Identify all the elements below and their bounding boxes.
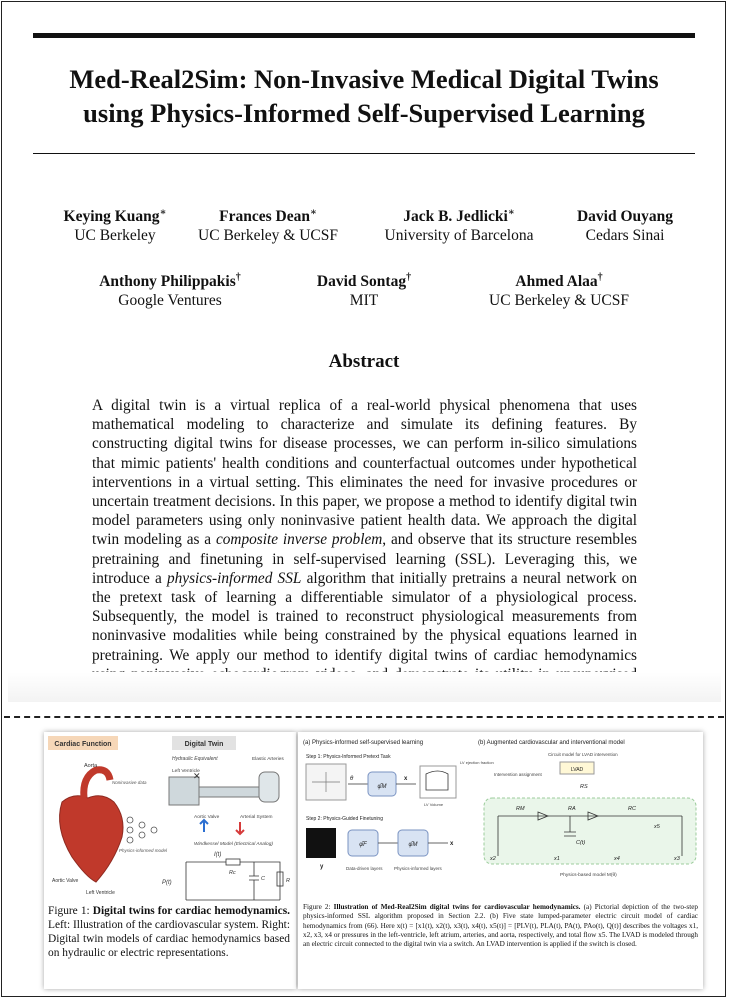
figure-1-illustration — [44, 732, 296, 902]
ejection-label: LV ejection fraction — [460, 760, 494, 765]
c-label: C — [261, 876, 265, 882]
figure-2-illustration — [298, 732, 703, 902]
abstract-heading: Abstract — [328, 351, 400, 372]
abstract-emphasis-1: composite inverse problem — [215, 531, 383, 549]
abstract-part-1: A digital twin is a virtual replica of a real-world physical phenomena that uses mathematical modeling to characterize and simulate its defining features. By constructing digital twins for disease processes, we can perform in-silico simulations that mimic patients' health conditions and counterfactual outcomes under hypothetical interventions in a virtual setting. This eliminates the need for invasive procedures or uncertain treatment decisions. In this paper, we propose a method to identify digital twin model parameters using only noninvasive patient health data. We approach the digital twin modeling as a — [92, 397, 637, 549]
windkessel-circuit — [186, 859, 283, 900]
noninvasive-label: Noninvasive data — [112, 780, 147, 785]
data-driven-label: Data-driven layers — [346, 866, 383, 871]
cardiac-function-title: Cardiac Function — [54, 741, 112, 748]
x2-label: x2 — [490, 856, 496, 862]
author-1 — [50, 203, 180, 245]
author-6 — [303, 268, 425, 310]
author-name: Frances Dean — [219, 208, 310, 226]
figure-2-caption — [303, 903, 698, 949]
panel-a-title: (a) Physics-informed self-supervised learning — [303, 740, 424, 746]
author-3 — [370, 203, 548, 245]
figure-1-caption-label: Figure 1: — [48, 905, 90, 917]
x4-label: x4 — [614, 856, 620, 862]
author-name: David Ouyang — [576, 208, 674, 226]
figure-1-caption-title: Digital twins for cardiac hemodynamics. — [92, 905, 290, 917]
author-affiliation: UC Berkeley & UCSF — [198, 227, 338, 245]
author-affiliation: UC Berkeley — [74, 227, 156, 245]
author-mark: † — [406, 272, 412, 283]
x-label: x — [404, 776, 408, 782]
y-label: y — [320, 864, 324, 870]
paper-title — [33, 62, 695, 130]
digital-twin-title: Digital Twin — [184, 741, 224, 748]
hydraulic-chamber — [169, 777, 199, 805]
cut-line — [4, 716, 724, 718]
elastic-label: Elastic Arteries — [252, 757, 284, 762]
author-affiliation: Google Ventures — [118, 292, 222, 310]
theta-label: θ — [350, 776, 354, 782]
circuit-title: Circuit model for LVAD intervention — [548, 752, 618, 757]
hydraulic-label: Hydraulic Equivalent — [172, 756, 218, 762]
x1-label: x1 — [554, 856, 560, 862]
figure-2-caption-body: (a) Pictorial depiction of the two-step physics-informed SSL algorithm proposed in Section 2.2. (b) Five state lumped-parameter electric circuit model of cardiac hemodynamics from (66). Here x(t) = [x1(t), x2(t), x3(t), x4(t), x5(t)] = [PLV(t), PLA(t), PA(t), PAo(t), Q(t)] describes the voltages x1, x2, x3, x4 or pressures in the left-ventricle, left atrium, arteries, and aorta, respectively, and total flow x5. The LVAD is modeled through an electric circuit connected to the digital twin via a switch. An LVAD intervention is applied if the switch is closed. — [303, 903, 698, 949]
abstract-part-2: , and observe that its structure resembles pretraining and finetuning in self-supervised learning (SSL). Leveraging this, we introduce a — [92, 531, 638, 587]
abstract-emphasis-2: physics-informed SSL — [166, 569, 302, 587]
arterial-label: Arterial System — [240, 815, 273, 820]
page-fade — [8, 672, 721, 702]
author-name: Jack B. Jedlicki — [403, 208, 508, 226]
intervention-label: Intervention assignment — [494, 772, 542, 777]
author-mark: ∗ — [159, 207, 167, 218]
author-mark: † — [235, 272, 241, 283]
phi-m-label: φ̂M — [377, 784, 387, 790]
ct-label: C(t) — [576, 840, 586, 846]
author-name: David Sontag — [316, 273, 407, 291]
aorta-label: Aorta — [84, 763, 98, 769]
echo-video-thumb — [306, 828, 336, 858]
elastic-chamber — [259, 772, 279, 802]
figure-2-caption-label: Figure 2: — [303, 903, 331, 911]
title-line-2: using Physics-Informed Self-Supervised Learning — [83, 98, 645, 128]
figure-1 — [44, 732, 296, 989]
rc-label: RC — [628, 806, 636, 812]
phi-m-frozen-label: φ̂M — [408, 842, 418, 848]
author-7 — [478, 268, 640, 310]
x-output-label: x — [450, 841, 454, 847]
rs-label: RS — [580, 784, 588, 790]
current-label: I(t) — [214, 852, 222, 858]
figure-1-caption — [48, 904, 290, 960]
title-top-rule — [33, 33, 695, 38]
author-name: Ahmed Alaa — [515, 273, 598, 291]
step-2-label: Step 2: Physics-Guided Finetuning — [306, 816, 383, 822]
author-affiliation: University of Barcelona — [384, 227, 534, 245]
aorta-arch — [84, 770, 110, 798]
author-4 — [565, 203, 685, 245]
figure-2 — [298, 732, 703, 989]
heart-illustration — [60, 796, 123, 882]
title-bottom-rule — [33, 153, 695, 154]
author-affiliation: UC Berkeley & UCSF — [489, 292, 629, 310]
valve-x-icon: ✕ — [193, 771, 201, 781]
x3-label: x3 — [674, 856, 680, 862]
pressure-label: P(t) — [162, 880, 172, 886]
aortic-valve-label: Aortic Valve — [52, 878, 79, 884]
physics-layers-label: Physics-informed layers — [394, 866, 442, 871]
step-1-label: Step 1: Physics-Informed Pretext Task — [306, 754, 391, 760]
hydraulic-av-label: Aortic Valve — [194, 815, 220, 820]
author-mark: ∗ — [507, 207, 515, 218]
author-affiliation: MIT — [349, 292, 379, 310]
ra-label: RA — [568, 806, 576, 812]
x5-label: x5 — [654, 824, 660, 830]
neural-network-icon — [127, 817, 157, 843]
rm-label: RM — [516, 806, 525, 812]
author-mark: ∗ — [309, 207, 317, 218]
left-ventricle-label: Left Ventricle — [86, 890, 115, 896]
hydraulic-lv-label: Left Ventricle — [172, 769, 200, 774]
author-2 — [188, 203, 348, 245]
author-affiliation: Cedars Sinai — [585, 227, 665, 245]
physics-model-label: Physics-based model M(θ) — [560, 873, 617, 878]
windkessel-label: Windkessel Model (Electrical Analog) — [194, 842, 273, 847]
lvad-label: LVAD — [570, 767, 584, 773]
abstract-part-3: algorithm that initially pretrains a neural network on the pretext task of learning a differentiable simulator of a physiological process. Subsequently, the model is trained to reconstruct physiological measurements from noninvasive modalities while being constrained by the physical equations learned in pretraining. We apply our method to identify digital twins of cardiac hemodynamics — [92, 569, 637, 664]
author-name: Anthony Philippakis — [99, 273, 236, 291]
lv-volume-label: LV Volume — [424, 802, 444, 807]
physics-model-label: Physics-informed model — [119, 848, 168, 853]
rc-label: Rc — [229, 870, 236, 876]
title-line-1: Med-Real2Sim: Non-Invasive Medical Digital Twins — [69, 64, 659, 94]
author-mark: † — [597, 272, 603, 283]
author-5 — [85, 268, 255, 310]
panel-b-title: (b) Augmented cardiovascular and interventional model — [478, 740, 625, 746]
abstract-text — [92, 396, 637, 703]
phi-f-label: φ̂F — [359, 842, 367, 848]
r-label: R — [286, 878, 290, 884]
figure-1-caption-body: Left: Illustration of the cardiovascular system. Right: Digital twin models of cardiac hemodynamics based on hydraulic or electric representations. — [48, 919, 290, 959]
figure-2-caption-title: Illustration of Med-Real2Sim digital twins for cardiovascular hemodynamics. — [333, 903, 581, 911]
author-name: Keying Kuang — [63, 208, 160, 226]
